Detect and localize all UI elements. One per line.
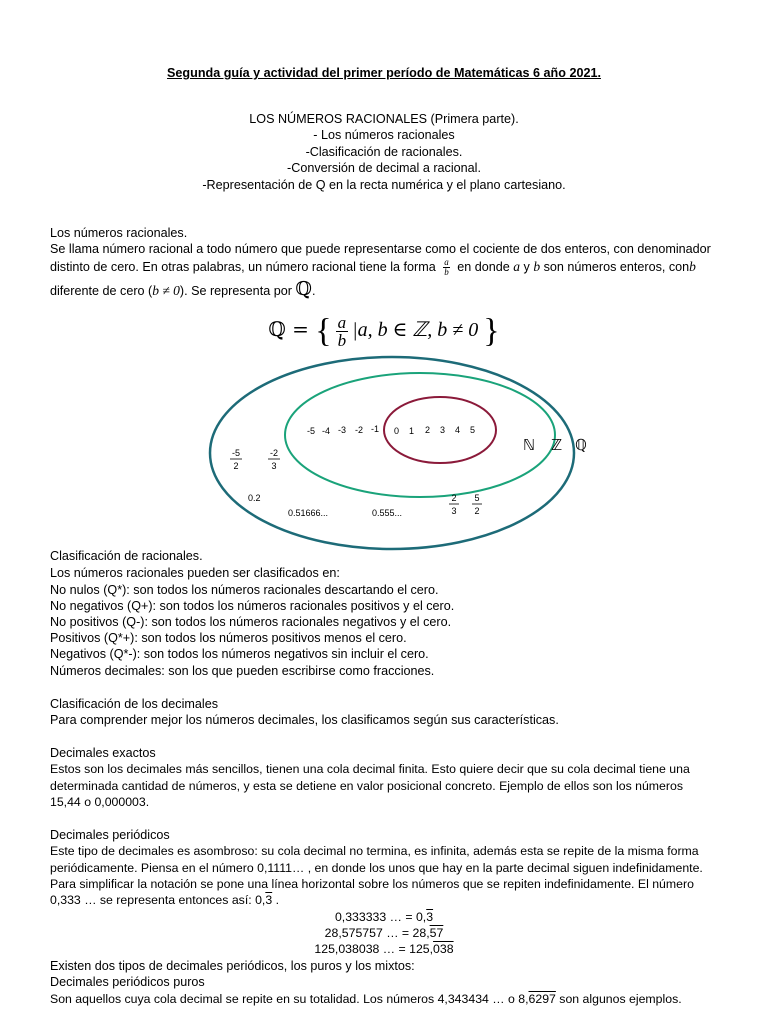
decimal-item: 0.51666... (288, 508, 329, 518)
negative-integer: -4 (322, 426, 331, 436)
repeating-digits: 57 (429, 926, 444, 940)
topic-title (0, 111, 768, 127)
rationals-label: ℚ (575, 437, 587, 454)
paragraph-line: Para simplificar la notación se pone una línea horizontal sobre los números que se repiten indefinidamente. El número (50, 877, 694, 891)
svg-text:3: 3 (271, 461, 277, 471)
svg-text:3: 3 (451, 506, 457, 516)
svg-text:2: 2 (451, 493, 457, 503)
negative-integer: -1 (371, 424, 380, 434)
section-heading: Clasificación de los decimales (50, 697, 218, 711)
section-heading: Los números racionales. (50, 226, 188, 240)
negative-integer: -3 (338, 425, 347, 435)
decimal-item: 0.2 (248, 493, 261, 503)
integers-label: ℤ (551, 437, 563, 454)
negative-integer: -2 (355, 425, 364, 435)
natural-number: 2 (425, 425, 431, 435)
paragraph-line: Existen dos tipos de decimales periódicos, los puros y los mixtos: (50, 959, 415, 973)
number-sets-diagram (0, 355, 768, 555)
section-heading: Decimales exactos (50, 746, 156, 760)
paragraph-line: Estos son los decimales más sencillos, tienen una cola decimal finita. Esto quiere decir que su cola decimal tiene una (50, 762, 690, 776)
repeating-example: 28,575757 … = 28,57 (324, 926, 444, 940)
section-heading: Decimales periódicos (50, 828, 170, 842)
rational-set-symbol: ℚ (295, 278, 312, 300)
negative-integer: -5 (307, 426, 316, 436)
naturals-label: ℕ (523, 437, 536, 454)
svg-text:-5: -5 (231, 448, 241, 458)
paragraph-line: periódicamente. Piensa en el número 0,1111… , en donde los unos que hay en la parte decimal siguen indefinidamente. (50, 861, 703, 875)
page-title: Segunda guía y actividad del primer período de Matemáticas 6 año 2021. (167, 66, 601, 80)
list-item: No positivos (Q-): son todos los números racionales negativos y el cero. (50, 615, 452, 629)
natural-number: 1 (409, 426, 415, 436)
svg-text:-2: -2 (269, 448, 279, 458)
topic-item: -Representación de Q en la recta numérica y el plano cartesiano. (202, 178, 566, 192)
section-heading: Decimales periódicos puros (50, 975, 205, 989)
list-item: Números decimales: son los que pueden escribirse como fracciones. (50, 664, 435, 678)
list-item: Positivos (Q*+): son todos los números positivos menos el cero. (50, 631, 407, 645)
list-item: No negativos (Q+): son todos los números racionales positivos y el cero. (50, 599, 455, 613)
topic-item: -Clasificación de racionales. (305, 145, 463, 159)
paragraph-line: Para comprender mejor los números decimales, los clasificamos según sus características. (50, 713, 559, 727)
repeating-digits: 6297 (528, 992, 556, 1006)
paragraph-line: 15,44 o 0,000003. (50, 795, 150, 809)
paragraph-line: determinada cantidad de números, y esta se detiene en valor posicional concreto. Ejemplo de ellos son los números (50, 779, 683, 793)
paragraph-line: Los números racionales pueden ser clasificados en: (50, 566, 340, 580)
svg-text:5: 5 (474, 493, 480, 503)
paragraph-line: Este tipo de decimales es asombroso: su cola decimal no termina, es infinita, además esta se repite de la misma forma (50, 844, 699, 858)
fraction-a-b: $\frac{a}{b}$ (444, 257, 449, 277)
svg-text:2: 2 (474, 506, 480, 516)
topic-name: LOS NÚMEROS RACIONALES (249, 112, 428, 126)
repeating-digits: 3 (265, 893, 273, 907)
set-definition-formula: ℚ = { $\frac{a}{b} |a$, b ∈ ℤ, b ≠ 0 } (268, 312, 500, 350)
repeating-example: 125,038038 … = 125,038 (314, 942, 454, 956)
paragraph-line: distinto de cero. En otras palabras, un número racional tiene la forma $\frac{a}{b}$ en donde a y b son números enteros, conb (50, 257, 696, 277)
fraction-item (449, 493, 459, 516)
repeating-example: 0,333333 … = 0,3 (334, 910, 434, 924)
natural-number: 3 (440, 425, 446, 435)
decimal-item: 0.555... (372, 508, 403, 518)
natural-number: 4 (455, 425, 461, 435)
rational-set-ellipse (210, 357, 574, 549)
topic-suffix: (Primera parte). (430, 112, 519, 126)
section-heading: Clasificación de racionales. (50, 549, 203, 563)
list-item: Negativos (Q*-): son todos los números negativos sin incluir el cero. (50, 647, 429, 661)
repeating-digits: 3 (426, 910, 434, 924)
svg-text:2: 2 (233, 461, 239, 471)
natural-number: 0 (394, 426, 400, 436)
fraction-item (230, 448, 242, 471)
topic-item: -Conversión de decimal a racional. (287, 161, 481, 175)
paragraph-line: Se llama número racional a todo número que puede representarse como el cociente de dos enteros, con denominador (50, 242, 711, 256)
fraction-item (472, 493, 482, 516)
natural-number: 5 (470, 425, 476, 435)
paragraph-line: Son aquellos cuya cola decimal se repite en su totalidad. Los números 4,343434 … o 8,6297 son algunos ejemplos. (50, 992, 682, 1006)
list-item: No nulos (Q*): son todos los números racionales descartando el cero. (50, 583, 439, 597)
topic-item: - Los números racionales (313, 128, 455, 142)
paragraph-line: 0,333 … se representa entonces así: 0,3 . (50, 893, 280, 907)
paragraph-line: diferente de cero (b ≠ 0). Se representa por ℚ. (50, 278, 316, 300)
repeating-digits: 038 (433, 942, 454, 956)
fraction-item (268, 448, 280, 471)
